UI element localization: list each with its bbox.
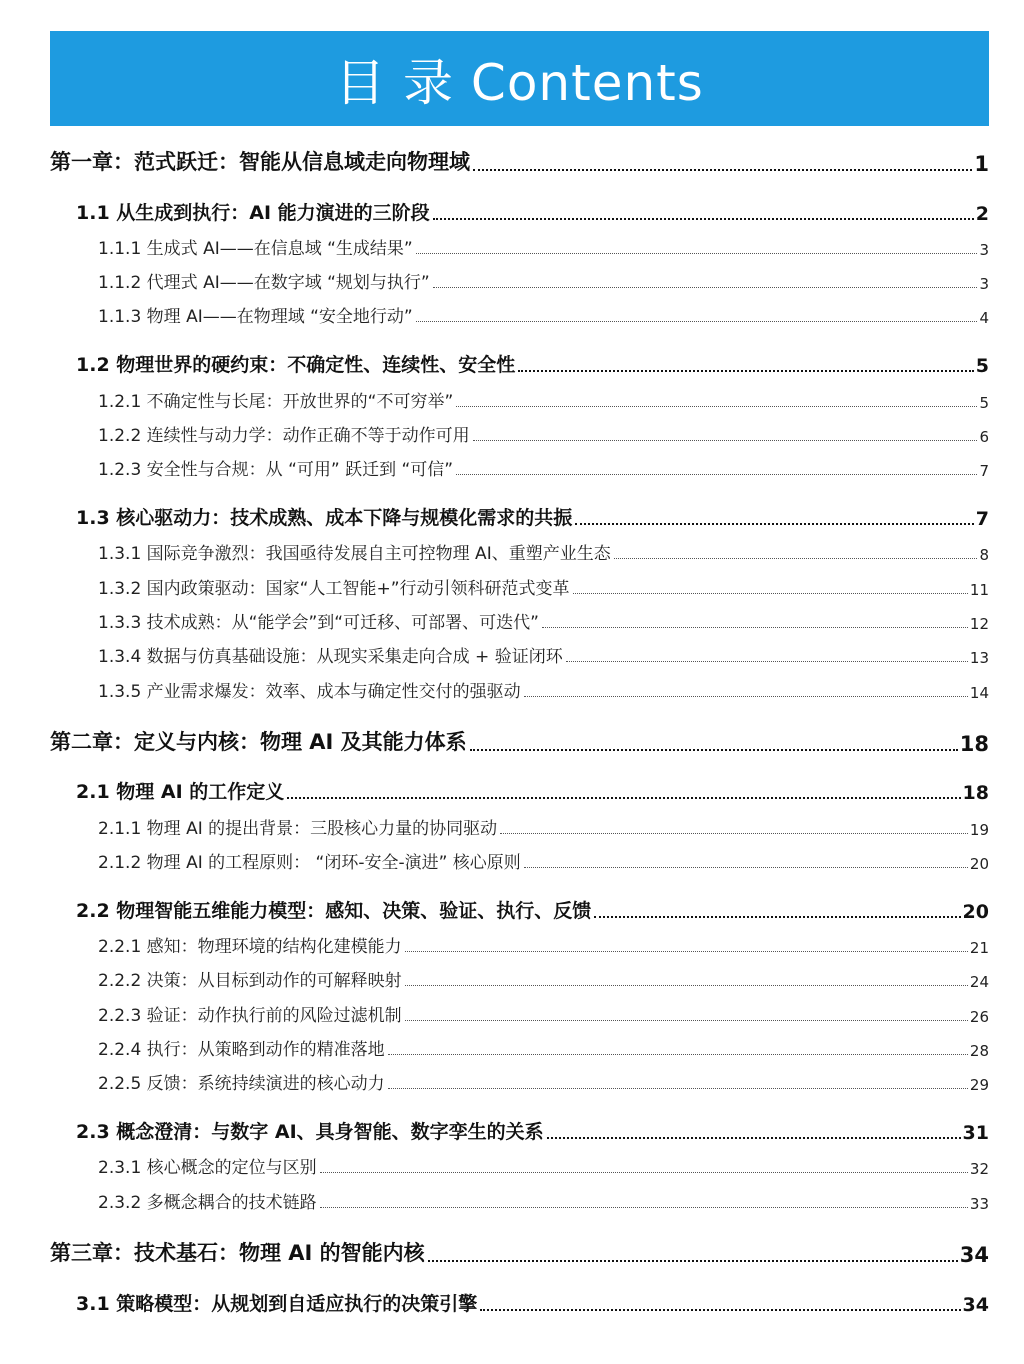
toc-entry-label: 2.2 物理智能五维能力模型：感知、决策、验证、执行、反馈 xyxy=(76,900,592,922)
toc-entry-label: 1.3.5 产业需求爆发：效率、成本与确定性交付的强驱动 xyxy=(98,682,521,702)
toc-page-number: 6 xyxy=(979,428,989,446)
toc-dot-leader xyxy=(287,797,960,799)
toc-entry-label: 1.2.1 不确定性与长尾：开放世界的“不可穷举” xyxy=(98,392,454,412)
toc-page-number: 2 xyxy=(975,203,989,225)
toc-dot-leader xyxy=(416,321,978,322)
toc-page-number: 1 xyxy=(974,152,989,176)
toc-entry-level-2[interactable] xyxy=(50,1116,989,1144)
toc-entry-level-1[interactable] xyxy=(50,726,989,756)
toc-entry-label: 1.1 从生成到执行：AI 能力演进的三阶段 xyxy=(76,202,430,224)
toc-entry-label: 1.3.4 数据与仿真基础设施：从现实采集走向合成 + 验证闭环 xyxy=(98,647,563,667)
toc-entry-level-3[interactable] xyxy=(50,1068,989,1094)
toc-entry-level-1[interactable] xyxy=(50,1237,989,1267)
toc-dot-leader xyxy=(388,1088,968,1089)
toc-dot-leader xyxy=(614,558,978,559)
toc-entry-level-2[interactable] xyxy=(50,197,989,225)
toc-entry-label: 2.1.2 物理 AI 的工程原则： “闭环-安全-演进” 核心原则 xyxy=(98,853,521,873)
toc-entry-label: 第二章：定义与内核：物理 AI 及其能力体系 xyxy=(50,730,467,754)
toc-page-number: 8 xyxy=(979,546,989,564)
toc-entry-label: 第一章：范式跃迁：智能从信息域走向物理域 xyxy=(50,150,470,174)
toc-entry-level-3[interactable] xyxy=(50,607,989,633)
toc-dot-leader xyxy=(388,1054,968,1055)
toc-dot-leader xyxy=(416,253,978,254)
toc-page-number: 20 xyxy=(969,855,989,873)
toc-entry-label: 1.3.1 国际竞争激烈：我国亟待发展自主可控物理 AI、重塑产业生态 xyxy=(98,544,611,564)
toc-entry-level-3[interactable] xyxy=(50,676,989,702)
toc-dot-leader xyxy=(473,440,978,441)
toc-dot-leader xyxy=(547,1137,961,1139)
toc-entry-level-3[interactable] xyxy=(50,641,989,667)
toc-page-number: 5 xyxy=(975,355,989,377)
toc-page-number: 33 xyxy=(969,1195,989,1213)
toc-entry-label: 1.2 物理世界的硬约束：不确定性、连续性、安全性 xyxy=(76,354,516,376)
header-banner xyxy=(50,31,989,126)
toc-entry-level-3[interactable] xyxy=(50,386,989,412)
toc-entry-level-3[interactable] xyxy=(50,1152,989,1178)
toc-entry-level-3[interactable] xyxy=(50,267,989,293)
toc-page-number: 31 xyxy=(962,1122,989,1144)
toc-entry-level-1[interactable] xyxy=(50,146,989,176)
toc-entry-level-2[interactable] xyxy=(50,349,989,377)
toc-page-number: 18 xyxy=(962,782,989,804)
toc-page-number: 13 xyxy=(969,649,989,667)
toc-entry-label: 1.2.2 连续性与动力学：动作正确不等于动作可用 xyxy=(98,426,470,446)
toc-entry-level-2[interactable] xyxy=(50,895,989,923)
toc-entry-label: 2.3.1 核心概念的定位与区别 xyxy=(98,1158,317,1178)
toc-page-number: 3 xyxy=(979,241,989,259)
toc-entry-label: 1.1.2 代理式 AI——在数字域 “规划与执行” xyxy=(98,273,430,293)
toc-entry-level-3[interactable] xyxy=(50,1000,989,1026)
toc-entry-level-3[interactable] xyxy=(50,233,989,259)
toc-dot-leader xyxy=(405,1020,968,1021)
toc-page-number: 24 xyxy=(969,973,989,991)
toc-page-number: 19 xyxy=(969,821,989,839)
toc-dot-leader xyxy=(428,1260,958,1262)
toc-dot-leader xyxy=(542,627,968,628)
toc-page-number: 20 xyxy=(962,901,989,923)
toc-page-number: 12 xyxy=(969,615,989,633)
toc-entry-level-3[interactable] xyxy=(50,931,989,957)
toc-entry-level-2[interactable] xyxy=(50,776,989,804)
toc-entry-label: 1.3 核心驱动力：技术成熟、成本下降与规模化需求的共振 xyxy=(76,507,573,529)
toc-dot-leader xyxy=(456,406,977,407)
toc-entry-label: 2.3 概念澄清：与数字 AI、具身智能、数字孪生的关系 xyxy=(76,1121,544,1143)
toc-entry-label: 1.1.1 生成式 AI——在信息域 “生成结果” xyxy=(98,239,413,259)
toc-entry-level-3[interactable] xyxy=(50,965,989,991)
toc-dot-leader xyxy=(456,474,977,475)
toc-page-number: 14 xyxy=(969,684,989,702)
toc-page-number: 11 xyxy=(969,581,989,599)
toc-entry-label: 第三章：技术基石：物理 AI 的智能内核 xyxy=(50,1241,425,1265)
toc-page-number: 5 xyxy=(979,394,989,412)
toc-dot-leader xyxy=(405,985,968,986)
toc-entry-label: 2.2.2 决策：从目标到动作的可解释映射 xyxy=(98,971,402,991)
toc-dot-leader xyxy=(594,916,960,918)
toc-entry-label: 2.2.1 感知：物理环境的结构化建模能力 xyxy=(98,937,402,957)
toc-entry-level-3[interactable] xyxy=(50,454,989,480)
toc-entry-label: 2.3.2 多概念耦合的技术链路 xyxy=(98,1193,317,1213)
toc-entry-level-3[interactable] xyxy=(50,1187,989,1213)
toc-page-number: 28 xyxy=(969,1042,989,1060)
toc-entry-label: 3.1 策略模型：从规划到自适应执行的决策引擎 xyxy=(76,1293,478,1315)
toc-dot-leader xyxy=(524,867,968,868)
toc-entry-label: 1.1.3 物理 AI——在物理域 “安全地行动” xyxy=(98,307,413,327)
toc-page-number: 7 xyxy=(979,462,989,480)
toc-dot-leader xyxy=(320,1207,968,1208)
toc-dot-leader xyxy=(524,696,968,697)
toc-entry-label: 1.3.2 国内政策驱动：国家“人工智能+”行动引领科研范式变革 xyxy=(98,579,570,599)
toc-entry-label: 2.1 物理 AI 的工作定义 xyxy=(76,781,285,803)
toc-page-number: 7 xyxy=(975,508,989,530)
toc-page-number: 21 xyxy=(969,939,989,957)
toc-dot-leader xyxy=(320,1172,968,1173)
toc-entry-level-3[interactable] xyxy=(50,573,989,599)
toc-page-number: 29 xyxy=(969,1076,989,1094)
toc-entry-level-3[interactable] xyxy=(50,813,989,839)
toc-dot-leader xyxy=(575,523,973,525)
toc-entry-level-3[interactable] xyxy=(50,301,989,327)
toc-entry-label: 2.1.1 物理 AI 的提出背景：三股核心力量的协同驱动 xyxy=(98,819,498,839)
toc-entry-level-3[interactable] xyxy=(50,1034,989,1060)
toc-dot-leader xyxy=(470,749,958,751)
toc-entry-level-3[interactable] xyxy=(50,847,989,873)
toc-page-number: 4 xyxy=(979,309,989,327)
toc-dot-leader xyxy=(433,218,974,220)
page-title: 目 录 Contents xyxy=(335,53,704,112)
toc-dot-leader xyxy=(405,951,968,952)
toc-dot-leader xyxy=(433,287,978,288)
toc-entry-label: 1.2.3 安全性与合规：从 “可用” 跃迁到 “可信” xyxy=(98,460,454,480)
toc-page-number: 34 xyxy=(962,1294,989,1316)
toc-entry-level-2[interactable] xyxy=(50,1288,989,1316)
toc-dot-leader xyxy=(573,593,968,594)
toc-entry-label: 2.2.3 验证：动作执行前的风险过滤机制 xyxy=(98,1006,402,1026)
toc-page-number: 3 xyxy=(979,275,989,293)
toc-entry-level-3[interactable] xyxy=(50,420,989,446)
toc-entry-label: 2.2.4 执行：从策略到动作的精准落地 xyxy=(98,1040,385,1060)
toc-dot-leader xyxy=(566,661,968,662)
toc-page-number: 32 xyxy=(969,1160,989,1178)
toc-dot-leader xyxy=(500,833,968,834)
toc-dot-leader xyxy=(518,370,973,372)
toc-page-number: 18 xyxy=(959,732,989,756)
toc-entry-level-2[interactable] xyxy=(50,502,989,530)
toc-page-number: 34 xyxy=(959,1243,989,1267)
toc-dot-leader xyxy=(473,169,972,171)
toc-entry-level-3[interactable] xyxy=(50,538,989,564)
toc-page-number: 26 xyxy=(969,1008,989,1026)
toc-dot-leader xyxy=(480,1309,960,1311)
toc-entry-label: 1.3.3 技术成熟：从“能学会”到“可迁移、可部署、可迭代” xyxy=(98,613,539,633)
toc-entry-label: 2.2.5 反馈：系统持续演进的核心动力 xyxy=(98,1074,385,1094)
